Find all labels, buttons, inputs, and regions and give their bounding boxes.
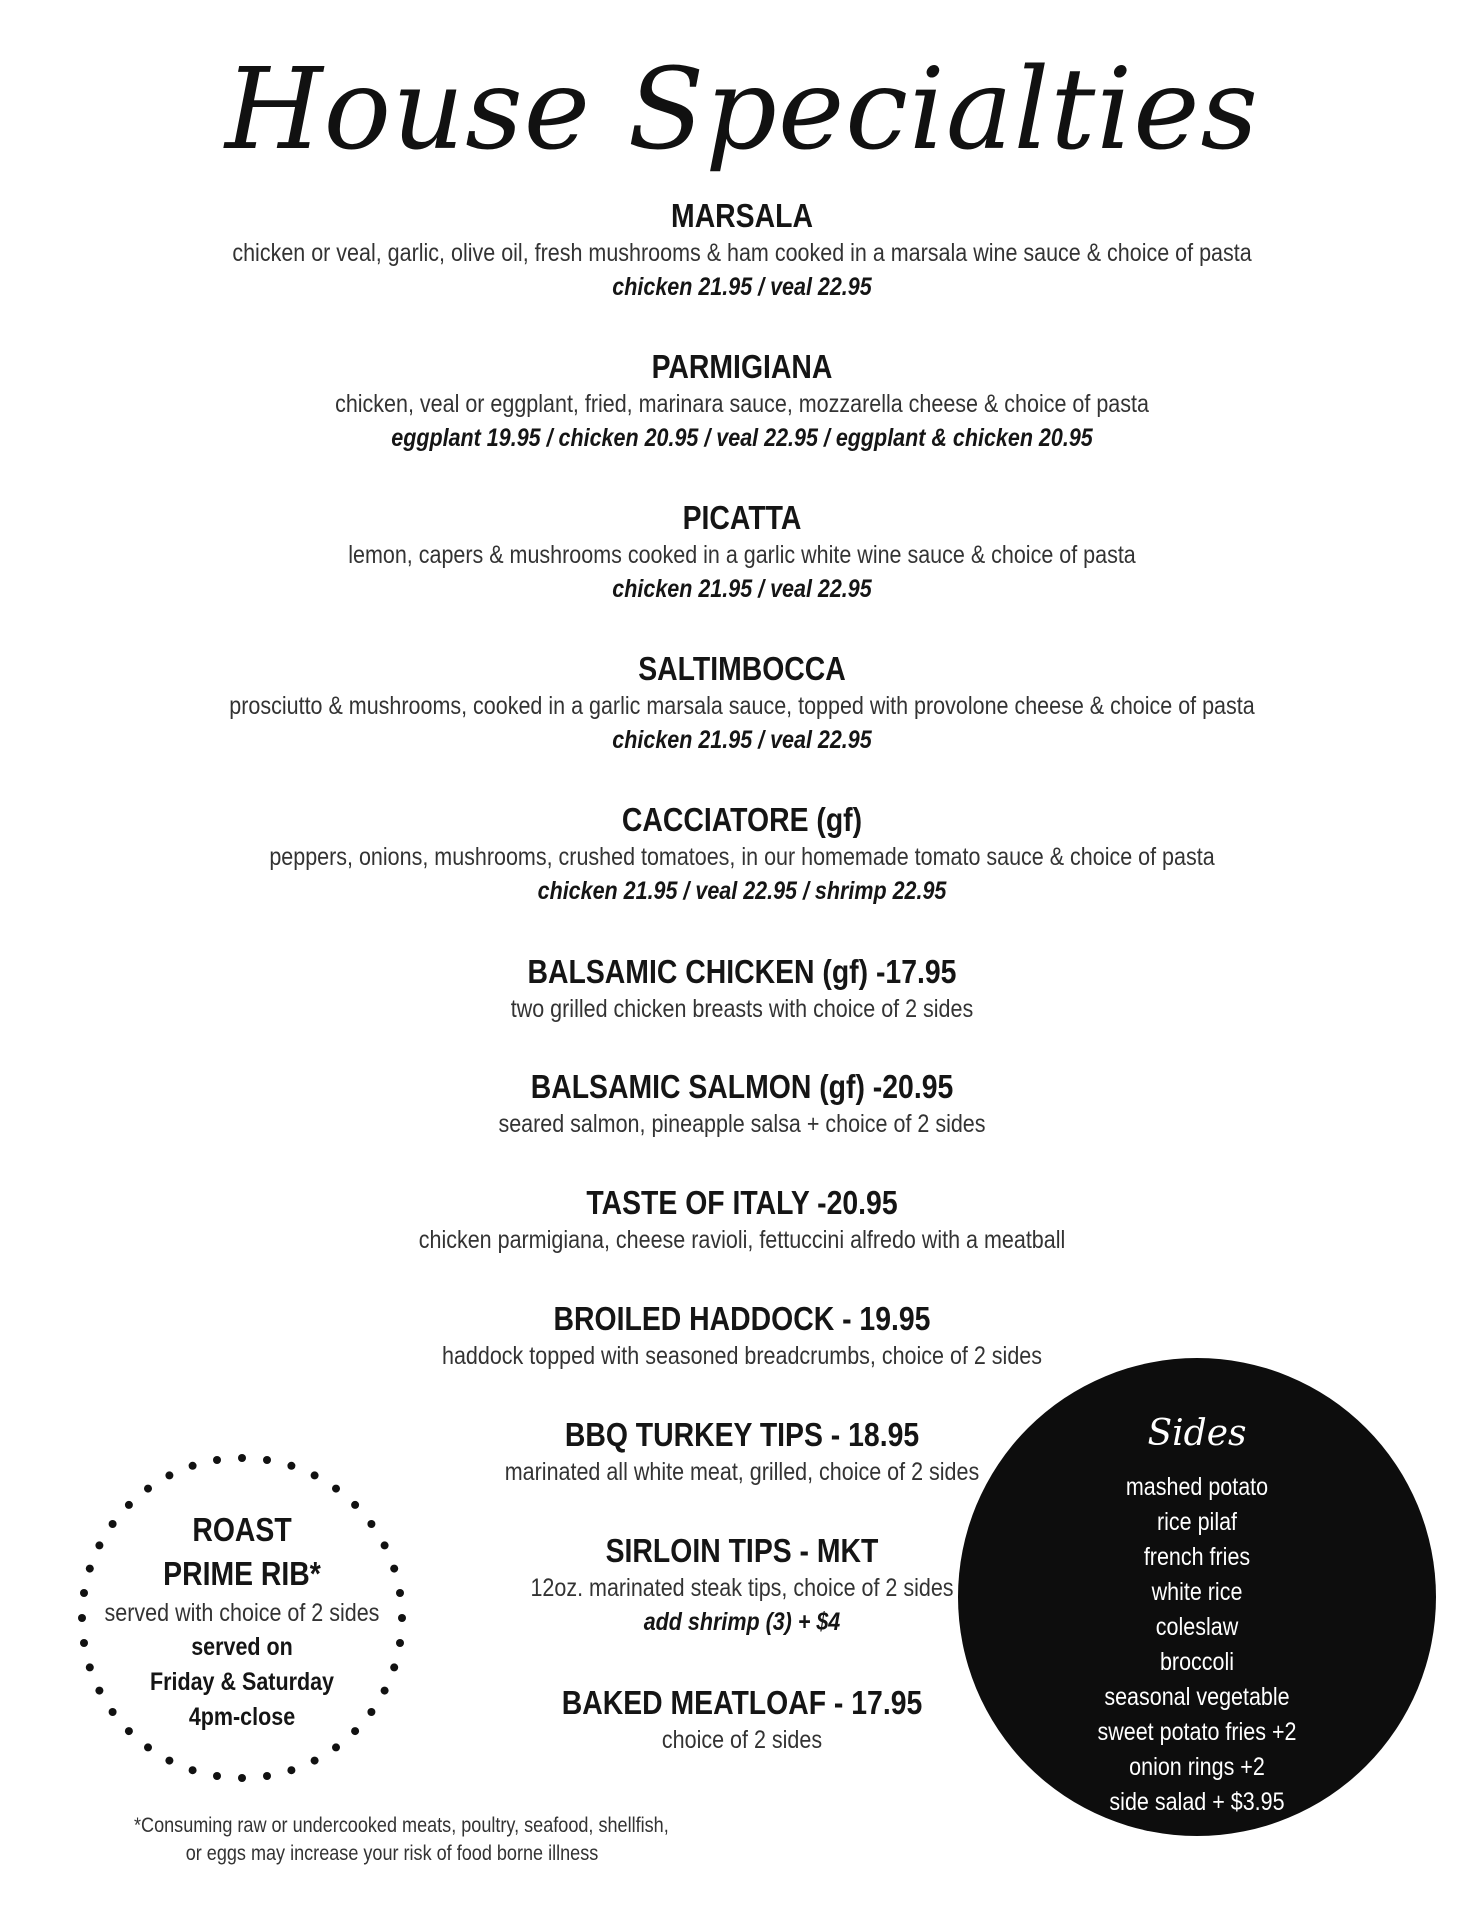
menu-title: House Specialties [224,45,1260,175]
item-name: BAKED MEATLOAF - 17.95 [561,1684,923,1721]
menu-item-parmigiana [0,347,1484,455]
menu-item-taste-of-italy [0,1183,1484,1257]
side-item: coleslaw [1155,1613,1239,1641]
side-item: white rice [1151,1578,1243,1606]
item-description: chicken parmigiana, cheese ravioli, fettuccini alfredo with a meatball [418,1226,1066,1254]
item-name: SIRLOIN TIPS - MKT [605,1532,879,1569]
border-dot [263,1456,271,1464]
item-description: seared salmon, pineapple salsa + choice of 2 sides [498,1110,986,1138]
item-name: PARMIGIANA [651,348,833,385]
border-dot [287,1766,295,1774]
border-dot [144,1485,152,1493]
border-dot [165,1757,173,1765]
item-name: BALSAMIC CHICKEN (gf) -17.95 [527,953,957,990]
prime-rib-served-line2: Friday & Saturday [149,1668,334,1696]
item-name: BBQ TURKEY TIPS - 18.95 [564,1416,920,1453]
item-name: MARSALA [671,197,813,234]
side-item: french fries [1143,1543,1251,1571]
item-description: chicken, veal or eggplant, fried, marinara sauce, mozzarella cheese & choice of pasta [335,390,1149,418]
item-price: chicken 21.95 / veal 22.95 [612,726,872,754]
border-dot [332,1485,340,1493]
food-safety-disclaimer [92,1812,692,1868]
item-description: chicken or veal, garlic, olive oil, fresh mushrooms & ham cooked in a marsala wine sauce & choice of pasta [232,239,1252,267]
item-price: eggplant 19.95 / chicken 20.95 / veal 22.95 / eggplant & chicken 20.95 [391,424,1093,452]
item-name: TASTE OF ITALY -20.95 [586,1184,898,1221]
item-name: BROILED HADDOCK - 19.95 [553,1300,931,1337]
item-description: two grilled chicken breasts with choice of 2 sides [510,995,974,1023]
border-dot [332,1743,340,1751]
side-item: mashed potato [1125,1473,1269,1501]
item-name: PICATTA [682,499,802,536]
prime-rib-badge [72,1448,412,1788]
prime-rib-description: served with choice of 2 sides [104,1599,380,1627]
item-price: chicken 21.95 / veal 22.95 [612,273,872,301]
border-dot [311,1471,319,1479]
border-dot [238,1774,246,1782]
side-item: side salad + $3.95 [1109,1788,1285,1816]
side-item: sweet potato fries +2 [1097,1718,1297,1746]
item-description: marinated all white meat, grilled, choice of 2 sides [504,1458,980,1486]
border-dot [263,1772,271,1780]
menu-item-marsala [0,196,1484,304]
item-name: SALTIMBOCCA [638,650,846,687]
menu-item-balsamic-salmon [0,1067,1484,1141]
side-item: onion rings +2 [1129,1753,1265,1781]
sides-list [958,1470,1436,1820]
side-item: seasonal vegetable [1104,1683,1290,1711]
border-dot [287,1462,295,1470]
item-description: haddock topped with seasoned breadcrumbs, choice of 2 sides [442,1342,1042,1370]
prime-rib-text [72,1508,412,1735]
item-description: 12oz. marinated steak tips, choice of 2 sides [530,1574,954,1602]
border-dot [144,1743,152,1751]
item-name: BALSAMIC SALMON (gf) -20.95 [530,1068,954,1105]
menu-item-cacciatore [0,800,1484,908]
menu-item-saltimbocca [0,649,1484,757]
prime-rib-title-line1: ROAST [192,1511,292,1548]
border-dot [311,1757,319,1765]
sides-title: Sides [1147,1413,1247,1454]
prime-rib-title-line2: PRIME RIB* [163,1555,321,1592]
item-description: choice of 2 sides [661,1726,823,1754]
item-description: peppers, onions, mushrooms, crushed tomatoes, in our homemade tomato sauce & choice of pasta [269,843,1215,871]
side-item: broccoli [1159,1648,1235,1676]
item-description: lemon, capers & mushrooms cooked in a garlic white wine sauce & choice of pasta [348,541,1136,569]
menu-item-picatta [0,498,1484,606]
disclaimer-line2: or eggs may increase your risk of food borne illness [185,1842,599,1865]
border-dot [165,1471,173,1479]
side-item: rice pilaf [1156,1508,1238,1536]
prime-rib-served-line3: 4pm-close [188,1703,296,1731]
border-dot [189,1766,197,1774]
border-dot [213,1456,221,1464]
prime-rib-served-line1: served on [191,1633,293,1661]
border-dot [238,1454,246,1462]
sides-circle [958,1358,1436,1836]
item-description: prosciutto & mushrooms, cooked in a garlic marsala sauce, topped with provolone cheese & choice of pasta [229,692,1255,720]
item-name: CACCIATORE (gf) [621,801,863,838]
item-price: chicken 21.95 / veal 22.95 [612,575,872,603]
item-price: add shrimp (3) + $4 [643,1608,841,1636]
item-price: chicken 21.95 / veal 22.95 / shrimp 22.95 [537,877,947,905]
border-dot [213,1772,221,1780]
border-dot [189,1462,197,1470]
menu-item-broiled-haddock [0,1299,1484,1373]
disclaimer-line1: *Consuming raw or undercooked meats, poultry, seafood, shellfish, [134,1814,669,1837]
menu-item-balsamic-chicken [0,952,1484,1026]
